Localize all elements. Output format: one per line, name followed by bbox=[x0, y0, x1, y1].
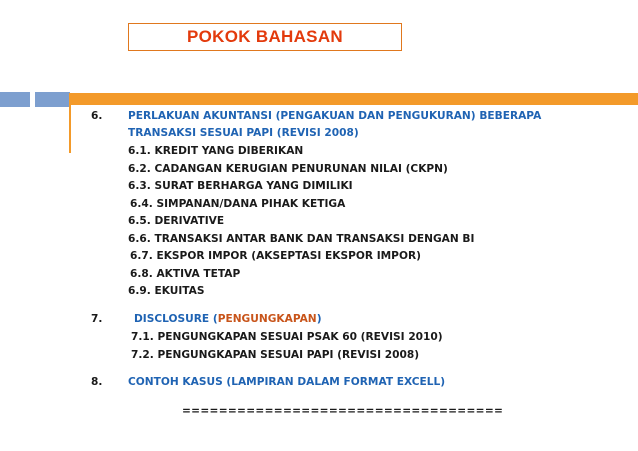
list-item-6-3: 6.3. SURAT BERHARGA YANG DIMILIKI bbox=[128, 180, 353, 192]
list-item-6-9: 6.9. EKUITAS bbox=[128, 285, 205, 297]
list-item-7-2: 7.2. PENGUNGKAPAN SESUAI PAPI (REVISI 2008) bbox=[131, 349, 420, 361]
list-item-6-1: 6.1. KREDIT YANG DIBERIKAN bbox=[128, 145, 304, 157]
section-6-heading-line1: PERLAKUAN AKUNTANSI (PENGAKUAN DAN PENGUKURAN) BEBERAPA bbox=[128, 110, 542, 122]
decor-block-center bbox=[35, 92, 70, 107]
section-7-heading-part2: PENGUNGKAPAN bbox=[217, 313, 317, 325]
section-6-heading-line2: TRANSAKSI SESUAI PAPI (REVISI 2008) bbox=[128, 127, 359, 139]
list-item-6-7: 6.7. EKSPOR IMPOR (AKSEPTASI EKSPOR IMPOR) bbox=[130, 250, 421, 262]
section-8-heading: CONTOH KASUS (LAMPIRAN DALAM FORMAT EXCELL) bbox=[128, 376, 446, 388]
decor-vertical-line bbox=[69, 93, 71, 153]
section-7-heading-part1: DISCLOSURE ( bbox=[134, 313, 218, 325]
section-7-heading bbox=[134, 313, 322, 325]
decor-block-left bbox=[0, 92, 30, 107]
list-item-6-5: 6.5. DERIVATIVE bbox=[128, 215, 225, 227]
title-box bbox=[128, 23, 402, 51]
list-item-6-6: 6.6. TRANSAKSI ANTAR BANK DAN TRANSAKSI DENGAN BI bbox=[128, 233, 475, 245]
list-item-7-1: 7.1. PENGUNGKAPAN SESUAI PSAK 60 (REVISI 2010) bbox=[131, 331, 443, 343]
decor-orange-rule bbox=[70, 93, 638, 105]
section-8-number: 8. bbox=[91, 376, 103, 388]
list-item-6-2: 6.2. CADANGAN KERUGIAN PENURUNAN NILAI (CKPN) bbox=[128, 163, 448, 175]
list-item-6-8: 6.8. AKTIVA TETAP bbox=[130, 268, 241, 280]
section-7-heading-part3: ) bbox=[316, 313, 322, 325]
separator-line: =================================== bbox=[182, 405, 504, 417]
section-6-number: 6. bbox=[91, 110, 103, 122]
section-7-number: 7. bbox=[91, 313, 103, 325]
page-title: POKOK BAHASAN bbox=[187, 27, 343, 46]
list-item-6-4: 6.4. SIMPANAN/DANA PIHAK KETIGA bbox=[130, 198, 346, 210]
